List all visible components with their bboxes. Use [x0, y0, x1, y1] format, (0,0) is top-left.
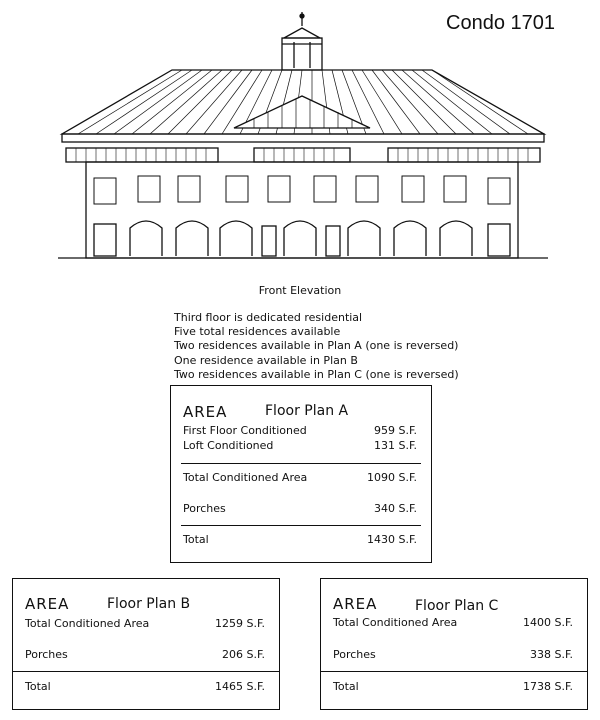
- note-line: Third floor is dedicated residential: [174, 311, 363, 324]
- row-value: 338 S.F.: [529, 648, 573, 661]
- area-row: [25, 617, 265, 630]
- drawing-caption: Front Elevation: [258, 284, 342, 297]
- row-value: 131 S.F.: [373, 439, 417, 452]
- divider: [181, 463, 421, 464]
- note-line: Two residences available in Plan A (one is reversed): [174, 339, 459, 353]
- row-value: 340 S.F.: [373, 502, 417, 515]
- area-row: [183, 502, 417, 515]
- area-row: [183, 533, 417, 546]
- area-row: [25, 648, 265, 661]
- area-row: [183, 439, 417, 452]
- area-heading: AREA: [25, 595, 70, 613]
- area-row: [333, 680, 573, 693]
- note-line: Five total residences available: [174, 325, 341, 339]
- row-label: Total Conditioned Area: [333, 616, 458, 629]
- row-label: Porches: [333, 648, 376, 661]
- row-value: 1465 S.F.: [214, 680, 265, 693]
- row-value: 206 S.F.: [221, 648, 265, 661]
- divider: [13, 671, 279, 672]
- floor-plan-a-box: [170, 385, 432, 563]
- area-row: [25, 680, 265, 693]
- plan-name: Floor Plan C: [415, 598, 499, 614]
- row-label: Loft Conditioned: [183, 439, 274, 452]
- area-row: [333, 648, 573, 661]
- row-value: 1090 S.F.: [366, 471, 417, 484]
- notes-list: [174, 311, 459, 382]
- area-row: [333, 616, 573, 629]
- row-value: 959 S.F.: [373, 424, 417, 437]
- row-label: Total Conditioned Area: [183, 471, 308, 484]
- row-value: 1259 S.F.: [214, 617, 265, 630]
- divider: [181, 525, 421, 526]
- row-label: Porches: [25, 648, 68, 661]
- area-heading: AREA: [333, 595, 378, 613]
- note-line: One residence available in Plan B: [174, 353, 358, 367]
- row-value: 1738 S.F.: [522, 680, 573, 693]
- plan-name: Floor Plan B: [107, 596, 191, 612]
- note-line: Two residences available in Plan C (one is reversed): [174, 367, 459, 381]
- row-value: 1430 S.F.: [366, 533, 417, 546]
- row-label: First Floor Conditioned: [183, 424, 307, 437]
- row-label: Total: [183, 533, 209, 546]
- floor-plan-b-box: [12, 578, 280, 710]
- area-row: [183, 424, 417, 437]
- row-value: 1400 S.F.: [522, 616, 573, 629]
- row-label: Porches: [183, 502, 226, 515]
- front-elevation-drawing: [58, 4, 548, 264]
- divider: [321, 671, 587, 672]
- floor-plan-c-box: [320, 578, 588, 710]
- plan-name: Floor Plan A: [265, 403, 349, 419]
- row-label: Total: [25, 680, 51, 693]
- row-label: Total Conditioned Area: [25, 617, 150, 630]
- area-row: [183, 471, 417, 484]
- row-label: Total: [333, 680, 359, 693]
- page-title: Condo 1701: [446, 12, 555, 34]
- area-heading: AREA: [183, 403, 228, 421]
